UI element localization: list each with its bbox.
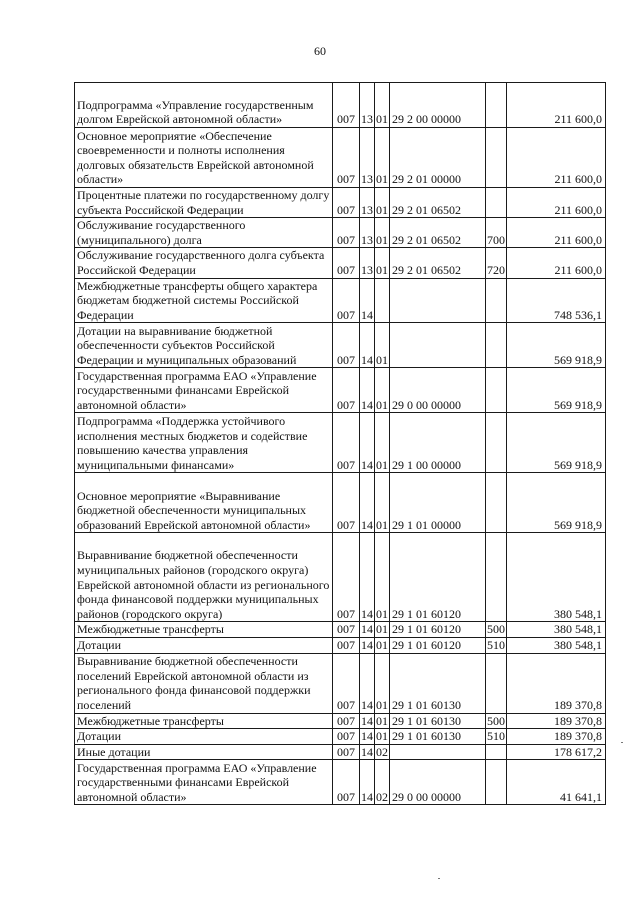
grbs-code: 007 bbox=[333, 218, 360, 248]
grbs-code: 007 bbox=[333, 622, 360, 638]
row-name: Подпрограмма «Поддержка устойчивого исполнения местных бюджетов и содействие повышению качества управления муниципальными финансами» bbox=[75, 413, 333, 473]
grbs-code: 007 bbox=[333, 83, 360, 128]
section-code: 14 bbox=[360, 278, 375, 323]
expense-type-code: 700 bbox=[486, 218, 507, 248]
margin-mark bbox=[621, 742, 623, 743]
row-name: Выравнивание бюджетной обеспеченности поселений Еврейской автономной области из регионального фонда финансовой поддержки поселений bbox=[75, 653, 333, 713]
table-row bbox=[75, 413, 606, 473]
expense-type-code bbox=[486, 760, 507, 805]
target-article-code bbox=[390, 278, 486, 323]
expense-type-code: 720 bbox=[486, 248, 507, 278]
row-amount: 569 918,9 bbox=[507, 473, 606, 533]
section-code: 14 bbox=[361, 729, 373, 744]
expense-type-code: 510 bbox=[487, 637, 505, 652]
table-row bbox=[75, 744, 606, 760]
target-article-code: 29 1 01 60130 bbox=[390, 729, 486, 745]
row-name: Основное мероприятие «Выравнивание бюджетной обеспеченности муниципальных образований Еврейской автономной области» bbox=[75, 473, 333, 533]
table-row bbox=[75, 368, 606, 413]
target-article-code bbox=[390, 323, 486, 368]
subsection-code: 02 bbox=[376, 744, 388, 759]
row-amount: 569 918,9 bbox=[507, 368, 606, 413]
target-article-code: 29 2 01 00000 bbox=[390, 128, 486, 188]
row-name: Процентные платежи по государственному долгу субъекта Российской Федерации bbox=[75, 188, 333, 218]
table-row bbox=[75, 653, 606, 713]
section-code: 14 bbox=[360, 368, 375, 413]
row-amount: 211 600,0 bbox=[507, 248, 606, 278]
subsection-code: 01 bbox=[375, 218, 390, 248]
grbs-code: 007 bbox=[333, 744, 360, 760]
row-amount: 189 370,8 bbox=[507, 713, 606, 729]
row-name: Государственная программа ЕАО «Управление государственными финансами Еврейской автономной области» bbox=[75, 368, 333, 413]
target-article-code: 29 1 01 60130 bbox=[390, 713, 486, 729]
row-name: Межбюджетные трансферты bbox=[75, 713, 333, 729]
table-row bbox=[75, 637, 606, 653]
subsection-code: 01 bbox=[376, 713, 388, 728]
grbs-code: 007 bbox=[333, 413, 360, 473]
section-code: 14 bbox=[360, 760, 375, 805]
section-code: 14 bbox=[360, 473, 375, 533]
grbs-code: 007 bbox=[333, 188, 360, 218]
expense-type-code: 500 bbox=[487, 713, 505, 728]
table-row bbox=[75, 713, 606, 729]
section-code: 14 bbox=[361, 622, 373, 637]
target-article-code bbox=[390, 744, 486, 760]
grbs-code: 007 bbox=[333, 473, 360, 533]
grbs-code: 007 bbox=[333, 713, 360, 729]
section-code: 14 bbox=[360, 413, 375, 473]
budget-table bbox=[74, 82, 606, 805]
expense-type-code bbox=[486, 533, 507, 622]
expense-type-code: 510 bbox=[487, 729, 505, 744]
section-code: 14 bbox=[360, 323, 375, 368]
row-name: Дотации bbox=[75, 637, 333, 653]
section-code: 14 bbox=[360, 653, 375, 713]
section-code: 14 bbox=[360, 533, 375, 622]
subsection-code: 01 bbox=[375, 473, 390, 533]
subsection-code: 01 bbox=[375, 653, 390, 713]
row-name: Дотации на выравнивание бюджетной обеспеченности субъектов Российской Федерации и муниципальных образований bbox=[75, 323, 333, 368]
target-article-code: 29 2 01 06502 bbox=[390, 248, 486, 278]
target-article-code: 29 1 01 60120 bbox=[390, 637, 486, 653]
expense-type-code bbox=[486, 413, 507, 473]
subsection-code: 01 bbox=[376, 622, 388, 637]
section-code: 13 bbox=[360, 128, 375, 188]
row-name: Подпрограмма «Управление государственным долгом Еврейской автономной области» bbox=[75, 83, 333, 128]
subsection-code: 01 bbox=[375, 128, 390, 188]
expense-type-code bbox=[486, 323, 507, 368]
row-name: Межбюджетные трансферты общего характера бюджетам бюджетной системы Российской Федерации bbox=[75, 278, 333, 323]
section-code: 14 bbox=[361, 744, 373, 759]
table-row bbox=[75, 218, 606, 248]
row-amount: 189 370,8 bbox=[507, 729, 606, 745]
row-amount: 380 548,1 bbox=[507, 622, 606, 638]
subsection-code: 02 bbox=[375, 760, 390, 805]
row-amount: 211 600,0 bbox=[507, 128, 606, 188]
expense-type-code bbox=[486, 188, 507, 218]
grbs-code: 007 bbox=[333, 760, 360, 805]
row-name: Государственная программа ЕАО «Управление государственными финансами Еврейской автономной области» bbox=[75, 760, 333, 805]
expense-type-code bbox=[486, 128, 507, 188]
target-article-code: 29 1 01 60120 bbox=[390, 622, 486, 638]
row-amount: 189 370,8 bbox=[507, 653, 606, 713]
row-name: Основное мероприятие «Обеспечение своевременности и полноты исполнения долговых обязательств Еврейской автономной области» bbox=[75, 128, 333, 188]
table-row bbox=[75, 278, 606, 323]
grbs-code: 007 bbox=[333, 248, 360, 278]
table-row bbox=[75, 323, 606, 368]
target-article-code: 29 2 01 06502 bbox=[390, 188, 486, 218]
grbs-code: 007 bbox=[333, 278, 360, 323]
target-article-code: 29 0 00 00000 bbox=[390, 760, 486, 805]
subsection-code bbox=[375, 278, 390, 323]
expense-type-code bbox=[486, 83, 507, 128]
row-name: Межбюджетные трансферты bbox=[75, 622, 333, 638]
subsection-code: 01 bbox=[375, 323, 390, 368]
row-amount: 569 918,9 bbox=[507, 413, 606, 473]
table-row bbox=[75, 729, 606, 745]
subsection-code: 01 bbox=[375, 248, 390, 278]
section-code: 13 bbox=[360, 188, 375, 218]
target-article-code: 29 1 00 00000 bbox=[390, 413, 486, 473]
section-code: 14 bbox=[361, 637, 373, 652]
target-article-code: 29 2 00 00000 bbox=[390, 83, 486, 128]
expense-type-code bbox=[486, 278, 507, 323]
table-row bbox=[75, 248, 606, 278]
row-amount: 178 617,2 bbox=[507, 744, 606, 760]
section-code: 14 bbox=[361, 713, 373, 728]
grbs-code: 007 bbox=[333, 368, 360, 413]
target-article-code: 29 0 00 00000 bbox=[390, 368, 486, 413]
table-row bbox=[75, 188, 606, 218]
grbs-code: 007 bbox=[333, 323, 360, 368]
expense-type-code bbox=[486, 473, 507, 533]
expense-type-code bbox=[486, 368, 507, 413]
table-row bbox=[75, 473, 606, 533]
table-row bbox=[75, 83, 606, 128]
subsection-code: 01 bbox=[375, 83, 390, 128]
table-row bbox=[75, 622, 606, 638]
expense-type-code: 500 bbox=[487, 622, 505, 637]
table-row bbox=[75, 533, 606, 622]
grbs-code: 007 bbox=[333, 729, 360, 745]
row-name: Обслуживание государственного (муниципального) долга bbox=[75, 218, 333, 248]
row-amount: 211 600,0 bbox=[507, 188, 606, 218]
target-article-code: 29 2 01 06502 bbox=[390, 218, 486, 248]
subsection-code: 01 bbox=[375, 368, 390, 413]
section-code: 13 bbox=[360, 83, 375, 128]
table-row bbox=[75, 128, 606, 188]
grbs-code: 007 bbox=[333, 653, 360, 713]
subsection-code: 01 bbox=[375, 188, 390, 218]
row-amount: 380 548,1 bbox=[507, 637, 606, 653]
row-name: Дотации bbox=[75, 729, 333, 745]
row-name: Иные дотации bbox=[75, 744, 333, 760]
row-name: Обслуживание государственного долга субъекта Российской Федерации bbox=[75, 248, 333, 278]
table-row bbox=[75, 760, 606, 805]
grbs-code: 007 bbox=[333, 128, 360, 188]
subsection-code: 01 bbox=[376, 729, 388, 744]
margin-mark bbox=[438, 878, 440, 879]
row-name: Выравнивание бюджетной обеспеченности муниципальных районов (городского округа) Еврейской автономной области из регионального фонда финансовой поддержки муниципальных районов (городского округа) bbox=[75, 533, 333, 622]
section-code: 13 bbox=[360, 248, 375, 278]
target-article-code: 29 1 01 00000 bbox=[390, 473, 486, 533]
expense-type-code bbox=[486, 744, 507, 760]
row-amount: 41 641,1 bbox=[507, 760, 606, 805]
target-article-code: 29 1 01 60130 bbox=[390, 653, 486, 713]
row-amount: 569 918,9 bbox=[507, 323, 606, 368]
row-amount: 211 600,0 bbox=[507, 218, 606, 248]
section-code: 13 bbox=[360, 218, 375, 248]
grbs-code: 007 bbox=[333, 637, 360, 653]
row-amount: 380 548,1 bbox=[507, 533, 606, 622]
grbs-code: 007 bbox=[333, 533, 360, 622]
row-amount: 211 600,0 bbox=[507, 83, 606, 128]
subsection-code: 01 bbox=[376, 637, 388, 652]
subsection-code: 01 bbox=[375, 533, 390, 622]
page-number: 60 bbox=[314, 44, 326, 58]
row-amount: 748 536,1 bbox=[507, 278, 606, 323]
expense-type-code bbox=[486, 653, 507, 713]
subsection-code: 01 bbox=[375, 413, 390, 473]
target-article-code: 29 1 01 60120 bbox=[390, 533, 486, 622]
